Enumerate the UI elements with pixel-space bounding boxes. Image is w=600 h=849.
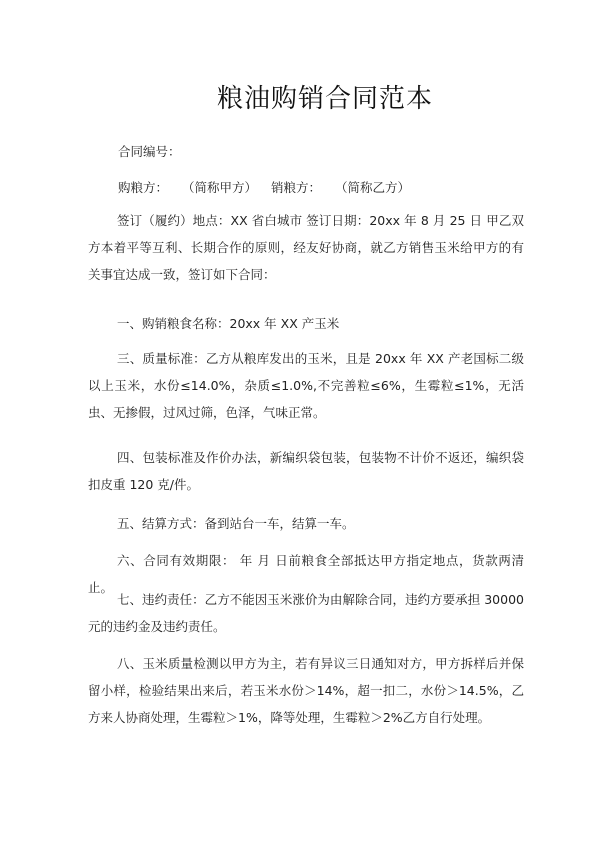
- seller-label: 销粮方：: [271, 180, 322, 195]
- clause-5: 五、结算方式：备到站台一车，结算一车。: [117, 516, 355, 531]
- parties-line: [118, 178, 410, 196]
- clause-7: 七、违约责任：乙方不能因玉米涨价为由解除合同，违约方要承担 30000 元的违约金及违约责任。: [88, 592, 524, 634]
- clause-4: 四、包装标准及作价办法，新编织袋包装，包装物不计价不返还，编织袋扣皮重 120 克/件。: [88, 450, 524, 492]
- seller-value: （简称乙方）: [335, 180, 411, 195]
- clause-3: 三、质量标准：乙方从粮库发出的玉米，且是 20xx 年 XX 产老国标二级以上玉米，水份≤14.0%，杂质≤1.0%,不完善粒≤6%，生霉粒≤1%，无活虫、无掺假，过风过筛，色泽，气味正常。: [88, 351, 524, 420]
- intro-paragraph: 签订（履约）地点：XX 省白城市 签订日期：20xx 年 8 月 25 日 甲乙双方本着平等互利、长期合作的原则，经友好协商，就乙方销售玉米给甲方的有关事宜达成一致，签订如下合同：: [88, 213, 524, 282]
- clause-8: 八、玉米质量检测以甲方为主，若有异议三日通知对方，甲方拆样后并保留小样，检验结果出来后，若玉米水份＞14%，超一扣二，水份＞14.5%，乙方来人协商处理，生霉粒＞1%，降等处理，生霉粒＞2%乙方自行处理。: [88, 656, 524, 725]
- clause-6: 六、合同有效期限： 年 月 日前粮食全部抵达甲方指定地点，货款两清止。: [88, 553, 524, 595]
- contract-number-label: 合同编号：: [118, 144, 181, 159]
- buyer-label: 购粮方：: [118, 180, 169, 195]
- buyer-value: （简称甲方）: [182, 180, 258, 195]
- document-title: 粮油购销合同范本: [216, 84, 433, 114]
- clause-1: 一、购销粮食名称：20xx 年 XX 产玉米: [117, 316, 340, 331]
